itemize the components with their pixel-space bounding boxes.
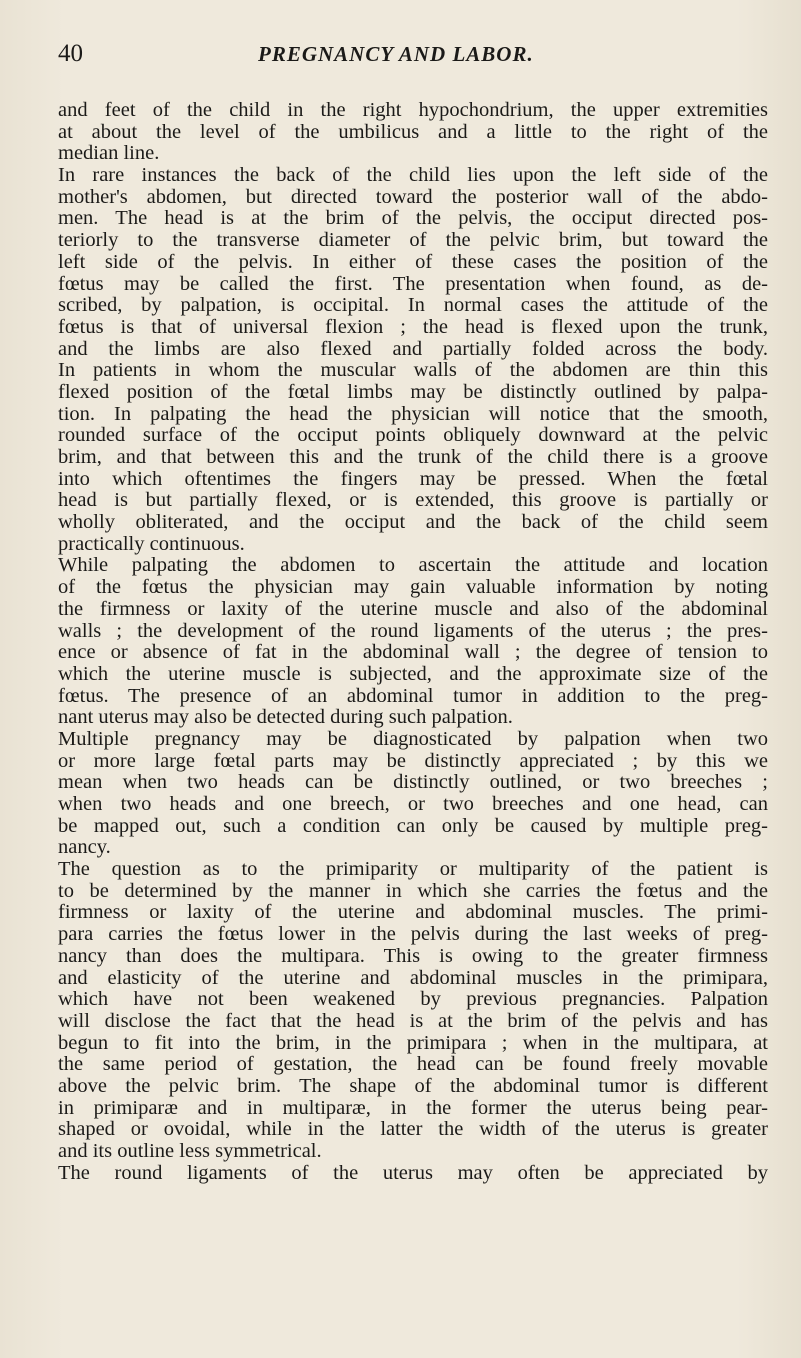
text-line: para carries the fœtus lower in the pelvis during the last weeks of preg- <box>58 923 768 946</box>
text-line: walls ; the development of the round ligaments of the uterus ; the pres- <box>58 619 768 642</box>
text-line: above the pelvic brim. The shape of the abdominal tumor is different <box>58 1074 768 1097</box>
text-line: tion. In palpating the head the physician will notice that the smooth, <box>58 402 768 425</box>
text-line: into which oftentimes the fingers may be pressed. When the fœtal <box>58 467 768 490</box>
text-line: and the limbs are also flexed and partially folded across the body. <box>58 337 768 360</box>
running-head: PREGNANCY AND LABOR. <box>258 42 534 66</box>
text-line: firmness or laxity of the uterine and abdominal muscles. The primi- <box>58 901 768 924</box>
body-text <box>58 100 768 1184</box>
text-line: which the uterine muscle is subjected, and the approximate size of the <box>58 662 768 685</box>
text-line: and elasticity of the uterine and abdominal muscles in the primipara, <box>58 966 768 989</box>
text-line: practically continuous. <box>58 532 245 555</box>
text-line: fœtus is that of universal flexion ; the head is flexed upon the trunk, <box>58 315 768 338</box>
text-line: the firmness or laxity of the uterine muscle and also of the abdominal <box>58 597 768 620</box>
text-line: The round ligaments of the uterus may often be appreciated by <box>58 1161 768 1184</box>
page-header <box>58 40 758 80</box>
text-line: or more large fœtal parts may be distinctly appreciated ; by this we <box>58 749 768 772</box>
text-line: and its outline less symmetrical. <box>58 1140 322 1162</box>
page-number: 40 <box>58 40 83 67</box>
text-line: head is but partially flexed, or is extended, this groove is partially or <box>58 489 768 512</box>
text-line: median line. <box>58 142 160 165</box>
text-line: teriorly to the transverse diameter of the pelvic brim, but toward the <box>58 229 768 252</box>
text-line: nancy than does the multipara. This is owing to the greater firmness <box>58 944 768 967</box>
text-line: In patients in whom the muscular walls of the abdomen are thin this <box>58 359 768 382</box>
text-line: be mapped out, such a condition can only be caused by multiple preg- <box>58 814 768 837</box>
text-line: begun to fit into the brim, in the primipara ; when in the multipara, at <box>58 1031 768 1054</box>
text-line: in primiparæ and in multiparæ, in the former the uterus being pear- <box>58 1096 768 1119</box>
text-line: of the fœtus the physician may gain valuable information by noting <box>58 576 768 599</box>
text-line: will disclose the fact that the head is at the brim of the pelvis and has <box>58 1009 768 1032</box>
text-line: In rare instances the back of the child lies upon the left side of the <box>58 164 768 187</box>
text-line: mean when two heads can be distinctly outlined, or two breeches ; <box>58 771 768 794</box>
text-line: to be determined by the manner in which she carries the fœtus and the <box>58 879 768 902</box>
text-line: shaped or ovoidal, while in the latter the width of the uterus is greater <box>58 1118 768 1141</box>
text-line: left side of the pelvis. In either of these cases the position of the <box>58 250 768 273</box>
text-line: ence or absence of fat in the abdominal wall ; the degree of tension to <box>58 641 768 664</box>
text-line: the same period of gestation, the head can be found freely movable <box>58 1053 768 1076</box>
text-line: rounded surface of the occiput points obliquely downward at the pelvic <box>58 424 768 447</box>
text-line: and feet of the child in the right hypochondrium, the upper extremities <box>58 99 768 121</box>
text-line: which have not been weakened by previous pregnancies. Palpation <box>58 988 768 1011</box>
text-line: when two heads and one breech, or two breeches and one head, can <box>58 793 768 815</box>
text-line: While palpating the abdomen to ascertain the attitude and location <box>58 554 768 577</box>
text-line: Multiple pregnancy may be diagnosticated by palpation when two <box>58 727 768 750</box>
text-line: The question as to the primiparity or multiparity of the patient is <box>58 858 768 881</box>
text-line: scribed, by palpation, is occipital. In normal cases the attitude of the <box>58 294 768 317</box>
text-line: nant uterus may also be detected during such palpation. <box>58 706 513 729</box>
text-line: at about the level of the umbilicus and a little to the right of the <box>58 120 768 143</box>
text-line: men. The head is at the brim of the pelvis, the occiput directed pos- <box>58 207 768 230</box>
text-line: mother's abdomen, but directed toward the posterior wall of the abdo- <box>58 185 768 208</box>
text-line: nancy. <box>58 836 111 859</box>
text-line: fœtus may be called the first. The presentation when found, as de- <box>58 272 768 295</box>
text-line: flexed position of the fœtal limbs may be distinctly outlined by palpa- <box>58 380 768 403</box>
text-line: brim, and that between this and the trunk of the child there is a groove <box>58 446 768 468</box>
text-line: wholly obliterated, and the occiput and the back of the child seem <box>58 511 768 534</box>
text-line: fœtus. The presence of an abdominal tumor in addition to the preg- <box>58 684 768 707</box>
